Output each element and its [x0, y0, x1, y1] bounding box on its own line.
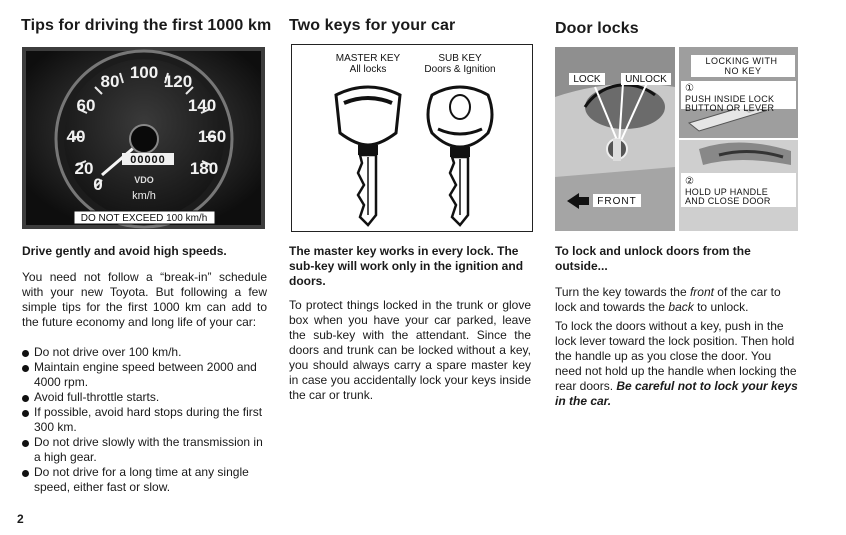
- para1-front: front: [689, 285, 714, 299]
- step1-text: [685, 94, 777, 113]
- front-label: FRONT: [597, 196, 637, 207]
- step2-number: ②: [685, 176, 694, 187]
- unlock-label: UNLOCK: [625, 74, 667, 85]
- lock-label: LOCK: [573, 74, 601, 85]
- master-key-label: MASTER KEY: [335, 53, 401, 64]
- keys-figure: [291, 44, 533, 232]
- speedo-60: 60: [76, 96, 96, 115]
- door-lock-photo-right: [679, 47, 798, 231]
- speedometer-photo: [22, 47, 265, 229]
- speedo-brand: VDO: [134, 175, 154, 185]
- speedo-100: 100: [129, 63, 159, 82]
- step2-line2: AND CLOSE DOOR: [685, 196, 771, 206]
- section-title-two-keys: Two keys for your car: [289, 17, 456, 34]
- step1-line1: PUSH INSIDE LOCK: [685, 94, 775, 104]
- speedo-180: 180: [189, 159, 219, 178]
- para2-warning: Be careful not to lock your keys in the car.: [555, 379, 798, 408]
- odometer-digits: 00000: [130, 154, 166, 166]
- intro-paragraph: You need not follow a “break-in” schedule with your new Toyota. But following a few simple tips for the first 1000 km can add to the future economy and long life of your car:: [22, 270, 267, 329]
- key-turn-illustration: [555, 47, 675, 231]
- speedo-120: 120: [163, 72, 193, 91]
- para2-text-a: To lock the doors without a key, push in the lock lever toward the lock position. Then hold the handle up as you close the door. You need not hold up the handle when locking the rear doors.: [555, 319, 797, 393]
- no-key-lock-illustration: [679, 47, 798, 231]
- step2-line1: HOLD UP HANDLE: [685, 187, 769, 197]
- section-title-first-1000km: Tips for driving the first 1000 km: [21, 17, 272, 34]
- para1-text-a: Turn the key towards the: [555, 285, 690, 299]
- no-key-label-line2: NO KEY: [724, 66, 762, 76]
- list-item: Maintain engine speed between 2000 and 4000 rpm.: [22, 360, 267, 390]
- speed-caption: DO NOT EXCEED 100 km/h: [80, 213, 208, 224]
- speedo-160: 160: [197, 127, 227, 146]
- tips-list: [22, 345, 267, 495]
- subhead-drive-gently: Drive gently and avoid high speeds.: [22, 244, 227, 258]
- needle-hub: [130, 125, 158, 153]
- master-key-sublabel: All locks: [349, 64, 387, 75]
- para1-text-c: to unlock.: [693, 300, 749, 314]
- keys-paragraph: To protect things locked in the trunk or glove box when you have your car parked, leave the sub-key with the attendant. Since the doors and trunk can be locked without a key, you should always carry a spare master key in case you accidentally lock your keys inside the car or trunk.: [289, 298, 531, 402]
- step1-number: ①: [685, 83, 694, 94]
- speedo-0: 0: [93, 175, 103, 194]
- speedo-140: 140: [187, 96, 217, 115]
- master-key-icon: [336, 87, 400, 225]
- sub-key-sublabel: Doors & Ignition: [424, 64, 496, 75]
- step1-line2: BUTTON OR LEVER: [685, 103, 775, 113]
- subhead-master-key: The master key works in every lock. The sub-key will work only in the ignition and doors.: [289, 244, 524, 288]
- no-key-label-line1: LOCKING WITH: [705, 56, 778, 66]
- keys-illustration: [292, 45, 532, 231]
- subhead-lock-outside: To lock and unlock doors from the outside...: [555, 244, 751, 273]
- speedometer-illustration: [22, 47, 265, 229]
- speedo-20: 20: [74, 159, 94, 178]
- door-lock-paragraph-1: [555, 285, 800, 315]
- section-title-door-locks: Door locks: [555, 20, 639, 37]
- list-item: Do not drive for a long time at any single speed, either fast or slow.: [22, 465, 267, 495]
- list-item: Do not drive over 100 km/h.: [22, 345, 267, 360]
- list-item: If possible, avoid hard stops during the first 300 km.: [22, 405, 267, 435]
- door-lock-photo-left: [555, 47, 675, 231]
- speedo-40: 40: [66, 127, 86, 146]
- list-item: Do not drive slowly with the transmission in a high gear.: [22, 435, 267, 465]
- speedo-80: 80: [100, 72, 120, 91]
- speedo-unit: km/h: [132, 190, 156, 202]
- step2-text: [685, 187, 771, 206]
- page-number: 2: [17, 512, 24, 526]
- door-lock-paragraph-2: [555, 319, 800, 409]
- para1-back: back: [668, 300, 694, 314]
- sub-key-label: SUB KEY: [438, 53, 482, 64]
- sub-key-icon: [428, 87, 492, 225]
- para1-text-b: of the car to lock and towards the: [555, 285, 781, 314]
- list-item: Avoid full-throttle starts.: [22, 390, 267, 405]
